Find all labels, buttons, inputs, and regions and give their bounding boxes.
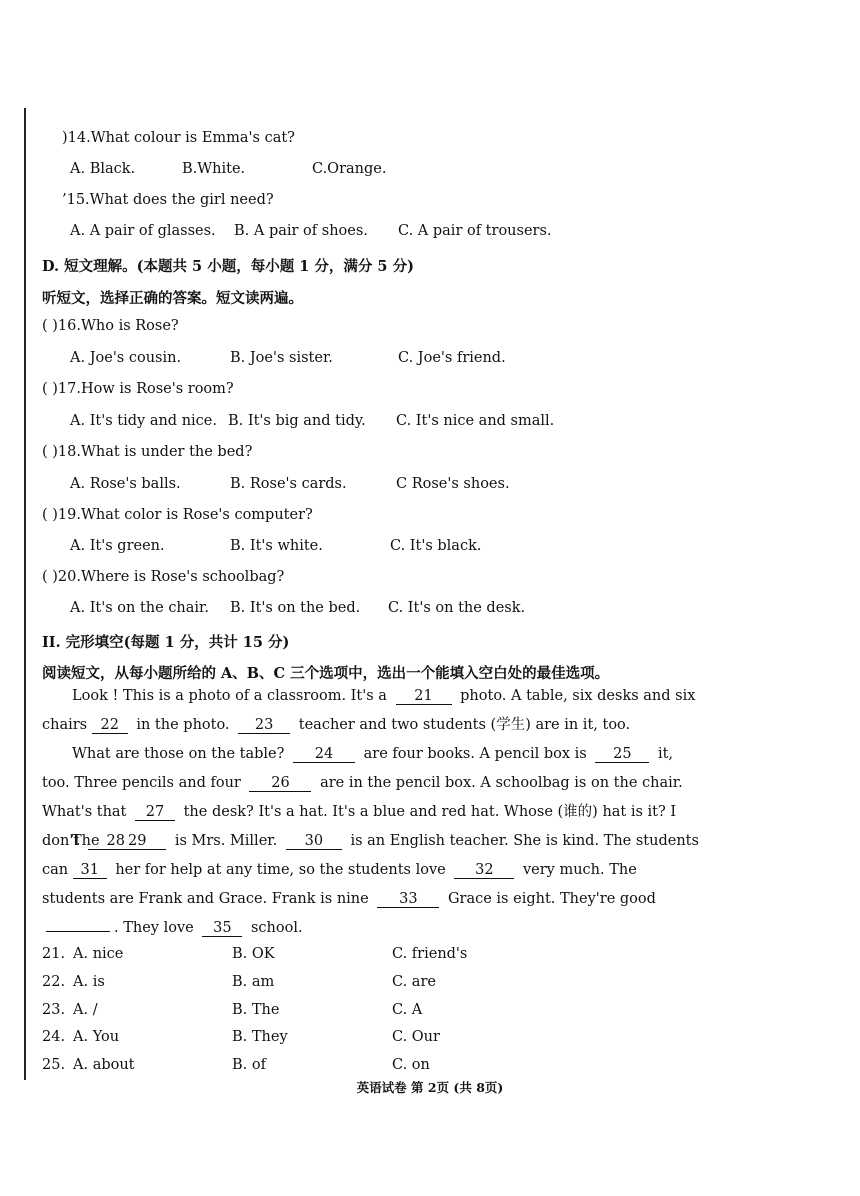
p3-text-b: is Mrs. Miller. xyxy=(174,833,278,849)
p3-text-d: her for help at any time, so the students love xyxy=(115,862,446,878)
q18-option-c: C Rose's shoes. xyxy=(396,476,510,492)
question-15-stem: ’15.What does the girl need? xyxy=(62,192,274,208)
q20-option-b: B. It's on the bed. xyxy=(230,600,361,616)
q15-option-a: A. A pair of glasses. xyxy=(70,223,216,239)
p3-text-h: school. xyxy=(250,920,303,936)
q19-option-b: B. It's white. xyxy=(230,538,323,554)
section-d-instruction: 听短文，选择正确的答案。短文读两遍。 xyxy=(42,290,303,307)
p2-text-b: are four books. A pencil box is xyxy=(363,746,587,762)
blank-21: 21 xyxy=(396,688,452,705)
q17-option-a: A. It's tidy and nice. xyxy=(70,413,217,429)
question-16-stem: ( )16.Who is Rose? xyxy=(42,318,179,334)
option-row-25-c: C. on xyxy=(392,1057,430,1073)
q15-option-c: C. A pair of trousers. xyxy=(398,223,552,239)
q17-option-c: C. It's nice and small. xyxy=(396,413,555,429)
left-margin-line xyxy=(24,108,26,1080)
option-row-21-a: A. nice xyxy=(73,946,124,962)
p2-text-a: What are those on the table? xyxy=(72,746,285,762)
option-row-22-num: 22. xyxy=(42,974,66,990)
option-row-22-b: B. am xyxy=(232,974,275,990)
option-row-21-c: C. friend's xyxy=(392,946,468,962)
q18-option-b: B. Rose's cards. xyxy=(230,476,347,492)
p2-text-d: are in the pencil box. A schoolbag is on the chair. What's that xyxy=(42,775,683,820)
option-row-24-b: B. They xyxy=(232,1029,288,1045)
q19-option-c: C. It's black. xyxy=(390,538,482,554)
option-row-25-num: 25. xyxy=(42,1057,66,1073)
option-row-24-a: A. You xyxy=(73,1029,120,1045)
q19-option-a: A. It's green. xyxy=(70,538,165,554)
p1-text-c: photo. A table, six desks and six chairs xyxy=(42,688,696,733)
q14-option-a: A. Black. xyxy=(70,161,136,177)
blank-28: 28 xyxy=(88,833,144,850)
option-row-24-c: C. Our xyxy=(392,1029,440,1045)
p3-text-c: is an English teacher. She is kind. The students can xyxy=(42,833,699,878)
blank-30: 30 xyxy=(286,833,342,850)
blank-25: 25 xyxy=(595,746,649,763)
cloze-paragraph-3 xyxy=(42,827,702,943)
option-row-21-num: 21. xyxy=(42,946,66,962)
p3-text-f: Grace is eight. They're good xyxy=(447,891,656,907)
section-ii-instruction: 阅读短文，从每小题所给的 A、B、C 三个选项中，选出一个能填入空白处的最佳选项。 xyxy=(42,665,610,682)
blank-26: 26 xyxy=(249,775,311,792)
q16-option-b: B. Joe's sister. xyxy=(230,350,333,366)
q18-option-a: A. Rose's balls. xyxy=(70,476,181,492)
p1-text-e: teacher and two students (学生) are in it, too. xyxy=(298,717,631,733)
question-18-stem: ( )18.What is under the bed? xyxy=(42,444,253,460)
option-row-23-a: A. / xyxy=(73,1002,98,1018)
blank-32: 32 xyxy=(454,862,514,879)
option-row-23-c: C. A xyxy=(392,1002,423,1018)
q15-option-b: B. A pair of shoes. xyxy=(234,223,368,239)
option-row-25-b: B. of xyxy=(232,1057,266,1073)
option-row-21-b: B. OK xyxy=(232,946,275,962)
blank-27: 27 xyxy=(135,804,175,821)
option-row-24-num: 24. xyxy=(42,1029,66,1045)
p2-text-e: the desk? It's a hat. It's a blue and red hat. Whose (谁的) hat is it? I don't xyxy=(42,804,677,849)
question-17-stem: ( )17.How is Rose's room? xyxy=(42,381,234,397)
q16-option-a: A. Joe's cousin. xyxy=(70,350,182,366)
option-row-22-a: A. is xyxy=(73,974,105,990)
option-row-22-c: C. are xyxy=(392,974,436,990)
cloze-paragraph-1 xyxy=(42,682,702,740)
blank-33: 33 xyxy=(377,891,439,908)
p3-text-a: The xyxy=(72,833,100,849)
blank-35: 35 xyxy=(202,920,242,937)
q17-option-b: B. It's big and tidy. xyxy=(228,413,366,429)
section-ii-heading: II. 完形填空(每题 1 分，共计 15 分) xyxy=(42,634,290,651)
question-20-stem: ( )20.Where is Rose's schoolbag? xyxy=(42,569,285,585)
q14-option-b: B.White. xyxy=(182,161,246,177)
q20-option-a: A. It's on the chair. xyxy=(70,600,210,616)
page-footer: 英语试卷 第 2页 (共 8页) xyxy=(356,1080,504,1095)
option-row-23-num: 23. xyxy=(42,1002,66,1018)
p1-text-a: Look ! This is a photo of a classroom. It's a xyxy=(72,688,387,704)
blank-22: 22 xyxy=(92,717,128,734)
blank-29: 29 xyxy=(108,833,166,850)
q16-option-c: C. Joe's friend. xyxy=(398,350,506,366)
p2-text-c: it, too. Three pencils and four xyxy=(42,746,674,791)
question-19-stem: ( )19.What color is Rose's computer? xyxy=(42,507,313,523)
p1-text-d: in the photo. xyxy=(136,717,230,733)
blank-24: 24 xyxy=(293,746,355,763)
q14-option-c: C.Orange. xyxy=(312,161,387,177)
blank-34 xyxy=(46,931,110,932)
question-14-stem: )14.What colour is Emma's cat? xyxy=(62,130,295,146)
p3-text-g: . They love xyxy=(114,920,194,936)
p3-text-e: very much. The students are Frank and Grace. Frank is nine xyxy=(42,862,637,907)
section-d-heading: D. 短文理解。(本题共 5 小题，每小题 1 分，满分 5 分) xyxy=(42,258,414,275)
option-row-23-b: B. The xyxy=(232,1002,280,1018)
blank-23: 23 xyxy=(238,717,290,734)
q20-option-c: C. It's on the desk. xyxy=(388,600,526,616)
blank-31: 31 xyxy=(73,862,107,879)
option-row-25-a: A. about xyxy=(73,1057,135,1073)
